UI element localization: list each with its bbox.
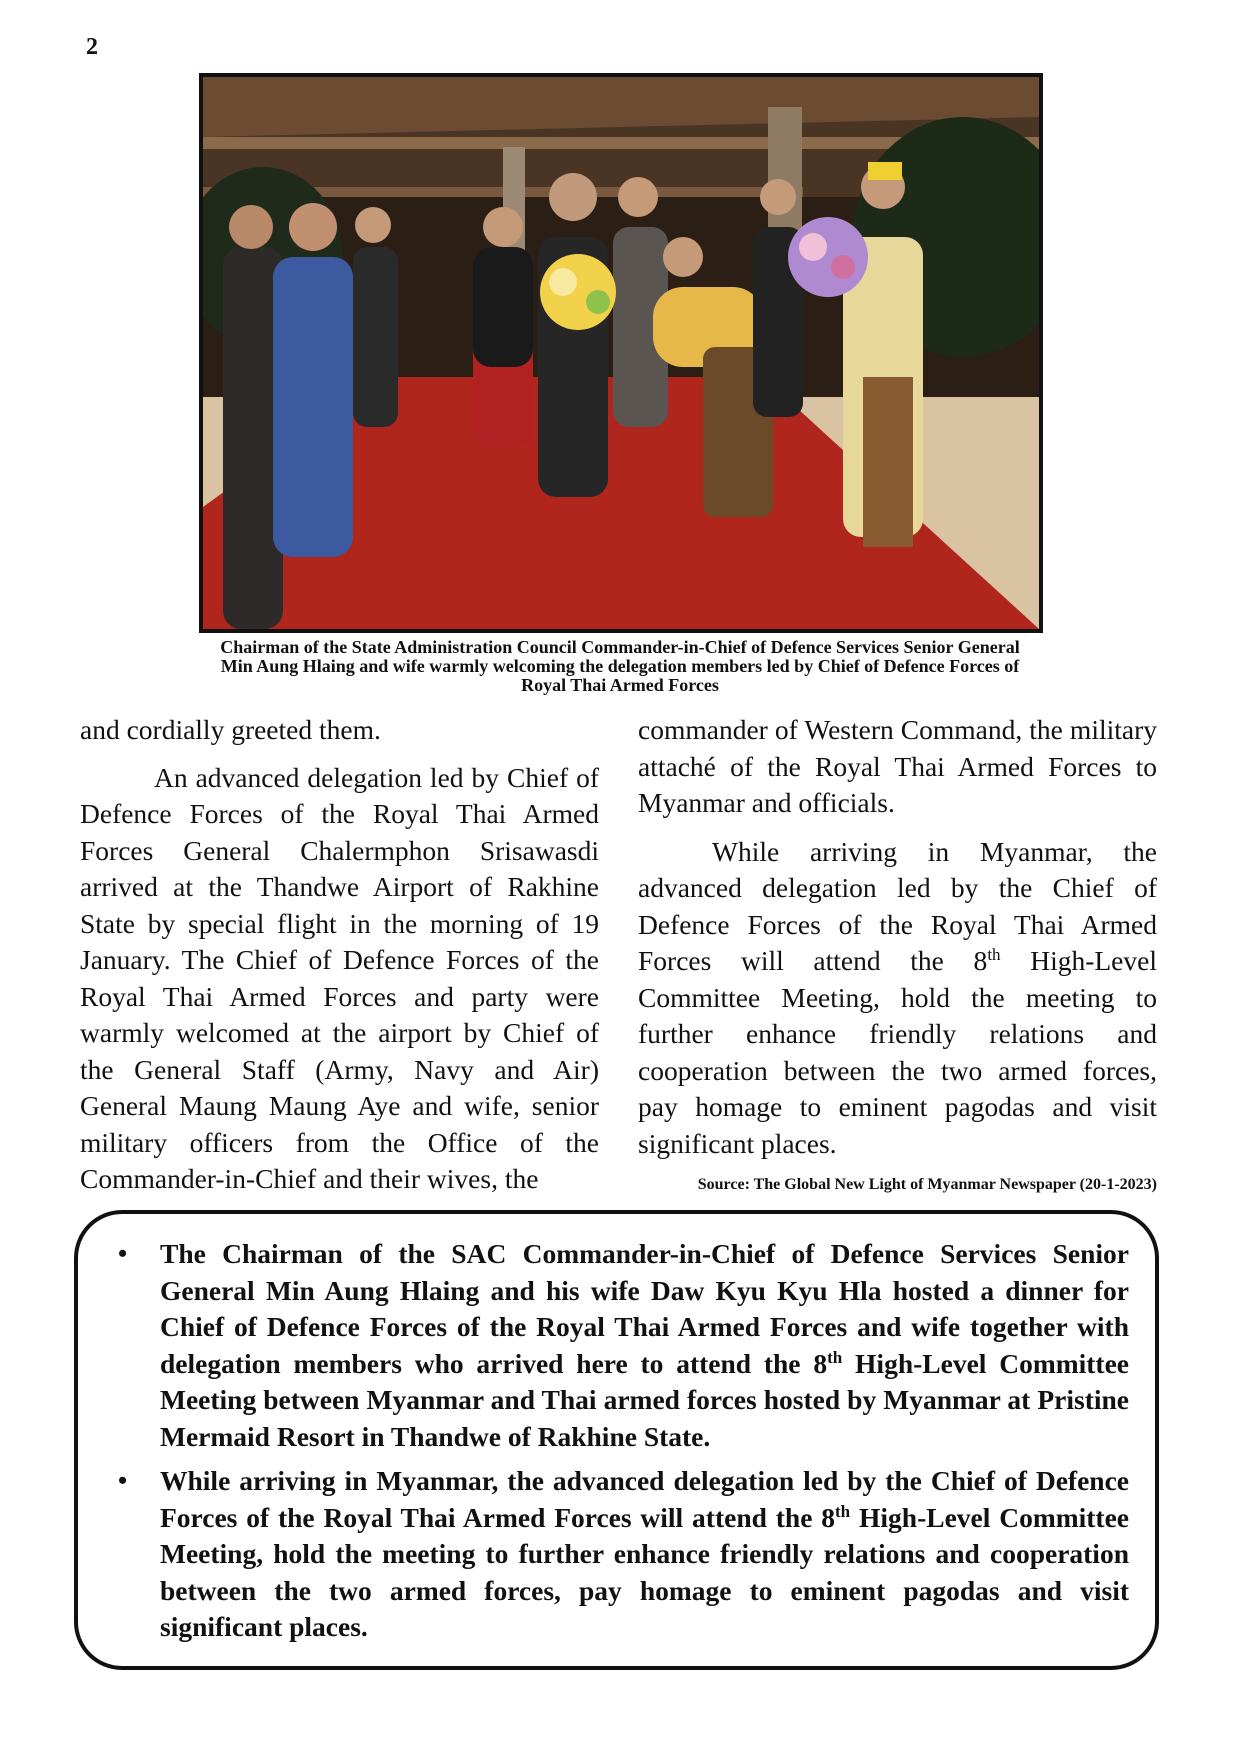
text-span: While arriving in Myanmar, the advanced delegation led by the Chief of Defence Forces of the Royal Thai Armed Forces will attend the 8 [160, 1465, 1129, 1533]
article-paragraph [638, 834, 1157, 1163]
summary-item [100, 1236, 1129, 1455]
source-credit: Source: The Global New Light of Myanmar Newspaper (20-1-2023) [697, 1176, 1157, 1193]
welcome-photo [199, 73, 1043, 633]
article-paragraph: An advanced delegation led by Chief of Defence Forces of the Royal Thai Armed Forces General Chalermphon Srisawasdi arrived at the Thandwe Airport of Rakhine State by special flight in the morning of 19 January. The Chief of Defence Forces of the Royal Thai Armed Forces and party were warmly welcomed at the airport by Chief of the General Staff (Army, Navy and Air) General Maung Maung Aye and wife, senior military officers from the Office of the Commander-in-Chief and their wives, the [80, 761, 599, 1194]
photo-illustration [203, 77, 1039, 629]
text-span: High-Level Committee Meeting between Myanmar and Thai armed forces hosted by Myanmar at Pristine Mermaid Resort in Thandwe of Rakhine State. [160, 1347, 1130, 1452]
bullet-icon: • [118, 1239, 128, 1268]
summary-box [74, 1210, 1159, 1670]
summary-list [100, 1236, 1129, 1646]
caption-line: Royal Thai Armed Forces [521, 675, 719, 695]
article-column-left [80, 712, 599, 1210]
text-span: The Chairman of the SAC Commander-in-Chief of Defence Services Senior General Min Aung Hlaing and his wife Daw Kyu Kyu Hla hosted a dinner for Chief of Defence Forces of the Royal Thai Armed Forces and wife together with delegation members who arrived here to attend the 8 [160, 1238, 1129, 1379]
bullet-icon: • [118, 1466, 128, 1495]
article-column-right [638, 712, 1157, 1196]
caption-line: Min Aung Hlaing and wife warmly welcoming the delegation members led by Chief of Defence Forces of [220, 656, 1020, 676]
text-span: High-Level Committee Meeting, hold the meeting to further enhance friendly relations and cooperation between the two armed forces, pay homage to eminent pagodas and visit significant places. [638, 945, 1157, 1159]
summary-item [100, 1463, 1129, 1646]
text-span: While arriving in Myanmar, the advanced delegation led by the Chief of Defence Forces of the Royal Thai Armed Forces will attend the 8 [638, 835, 1157, 976]
article-paragraph: commander of Western Command, the military attaché of the Royal Thai Armed Forces to Myanmar and officials. [638, 714, 1157, 818]
caption-line: Chairman of the State Administration Council Commander-in-Chief of Defence Services Senior General [220, 637, 1020, 657]
ordinal-suffix: th [835, 1501, 851, 1521]
text-span: High-Level Committee Meeting, hold the meeting to further enhance friendly relations and cooperation between the two armed forces, pay homage to eminent pagodas and visit significant places. [160, 1501, 1130, 1642]
article-paragraph: and cordially greeted them. [80, 714, 381, 745]
ordinal-suffix: th [987, 944, 1001, 964]
ordinal-suffix: th [827, 1347, 843, 1367]
page-number: 2 [86, 34, 98, 60]
photo-caption [140, 638, 1100, 695]
